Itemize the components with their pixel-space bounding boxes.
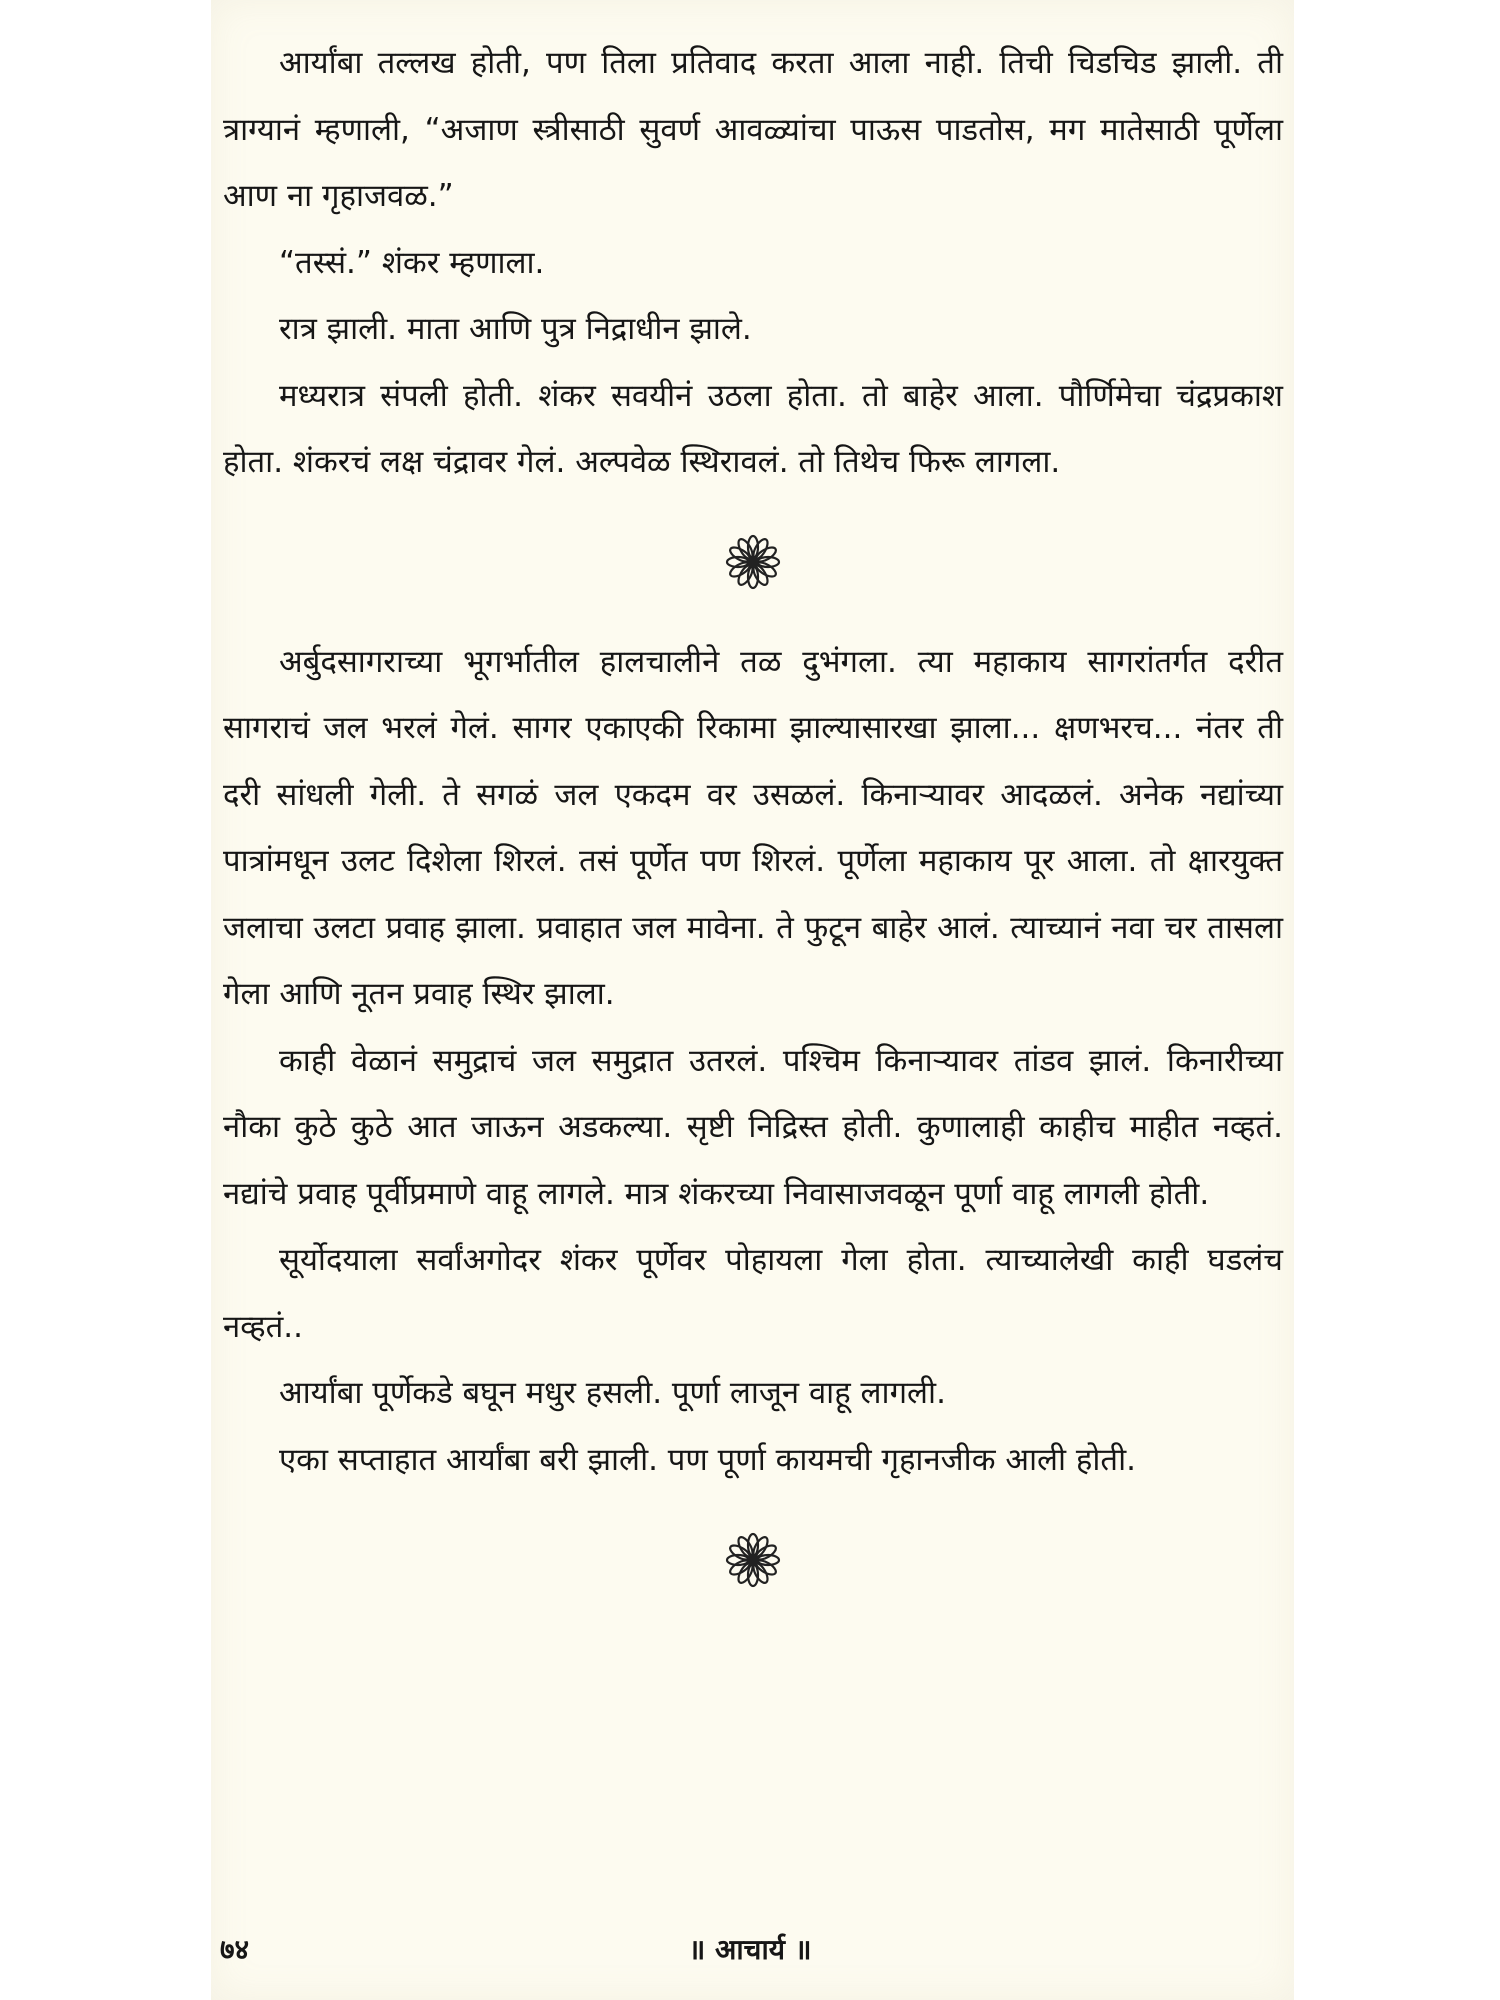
section-divider [223, 1493, 1283, 1626]
paragraph: आर्यांबा पूर्णेकडे बघून मधुर हसली. पूर्णा लाजून वाहू लागली. [279, 1375, 946, 1411]
paragraph: अर्बुदसागराच्या भूगर्भातील हालचालीने तळ दुभंगला. त्या महाकाय सागरांतर्गत दरीत सागराचं जल भरलं गेलं. सागर एकाएकी रिकामा झाल्यासारखा झाला... क्षणभरच... नंतर ती दरी सांधली गेली. ते सगळं जल एकदम वर उसळलं. किनाऱ्यावर आदळलं. अनेक नद्यांच्या पात्रांमधून उलट दिशेला शिरलं. तसं पूर्णेत पण शिरलं. पूर्णेला महाकाय पूर आला. तो क्षारयुक्त जलाचा उलटा प्रवाह झाला. प्रवाहात जल मावेना. ते फुटून बाहेर आलं. त्याच्यानं नवा चर तासला गेला आणि नूतन प्रवाह स्थिर झाला. [223, 643, 1283, 1012]
page-content [223, 30, 1283, 1626]
page-footer [220, 1930, 1280, 1980]
paragraph: रात्र झाली. माता आणि पुत्र निद्राधीन झाले. [279, 311, 752, 347]
paragraph: सूर्योदयाला सर्वांअगोदर शंकर पूर्णेवर पोहायला गेला होता. त्याच्यालेखी काही घडलंच नव्हतं.. [223, 1242, 1283, 1345]
page-number: ७४ [220, 1933, 250, 1966]
flower-ornament-icon [725, 1532, 781, 1588]
section-divider [223, 496, 1283, 629]
paragraph: काही वेळानं समुद्राचं जल समुद्रात उतरलं. पश्चिम किनाऱ्यावर तांडव झालं. किनारीच्या नौका कुठे कुठे आत जाऊन अडकल्या. सृष्टी निद्रिस्त होती. कुणालाही काहीच माहीत नव्हतं. नद्यांचे प्रवाह पूर्वीप्रमाणे वाहू लागले. मात्र शंकरच्या निवासाजवळून पूर्णा वाहू लागली होती. [223, 1042, 1283, 1212]
book-page [211, 0, 1294, 2000]
paragraph: मध्यरात्र संपली होती. शंकर सवयीनं उठला होता. तो बाहेर आला. पौर्णिमेचा चंद्रप्रकाश होता. शंकरचं लक्ष चंद्रावर गेलं. अल्पवेळ स्थिरावलं. तो तिथेच फिरू लागला. [223, 377, 1283, 480]
paragraph: आर्यांबा तल्लख होती, पण तिला प्रतिवाद करता आला नाही. तिची चिडचिड झाली. ती त्राग्यानं म्हणाली, “अजाण स्त्रीसाठी सुवर्ण आवळ्यांचा पाऊस पाडतोस, मग मातेसाठी पूर्णेला आण ना गृहाजवळ.” [223, 45, 1283, 214]
flower-ornament-icon [725, 534, 781, 590]
paragraph: “तस्सं.” शंकर म्हणाला. [279, 244, 545, 281]
paragraph: एका सप्ताहात आर्यांबा बरी झाली. पण पूर्णा कायमची गृहानजीक आली होती. [279, 1441, 1136, 1478]
running-title: ॥ आचार्य ॥ [688, 1933, 812, 1966]
